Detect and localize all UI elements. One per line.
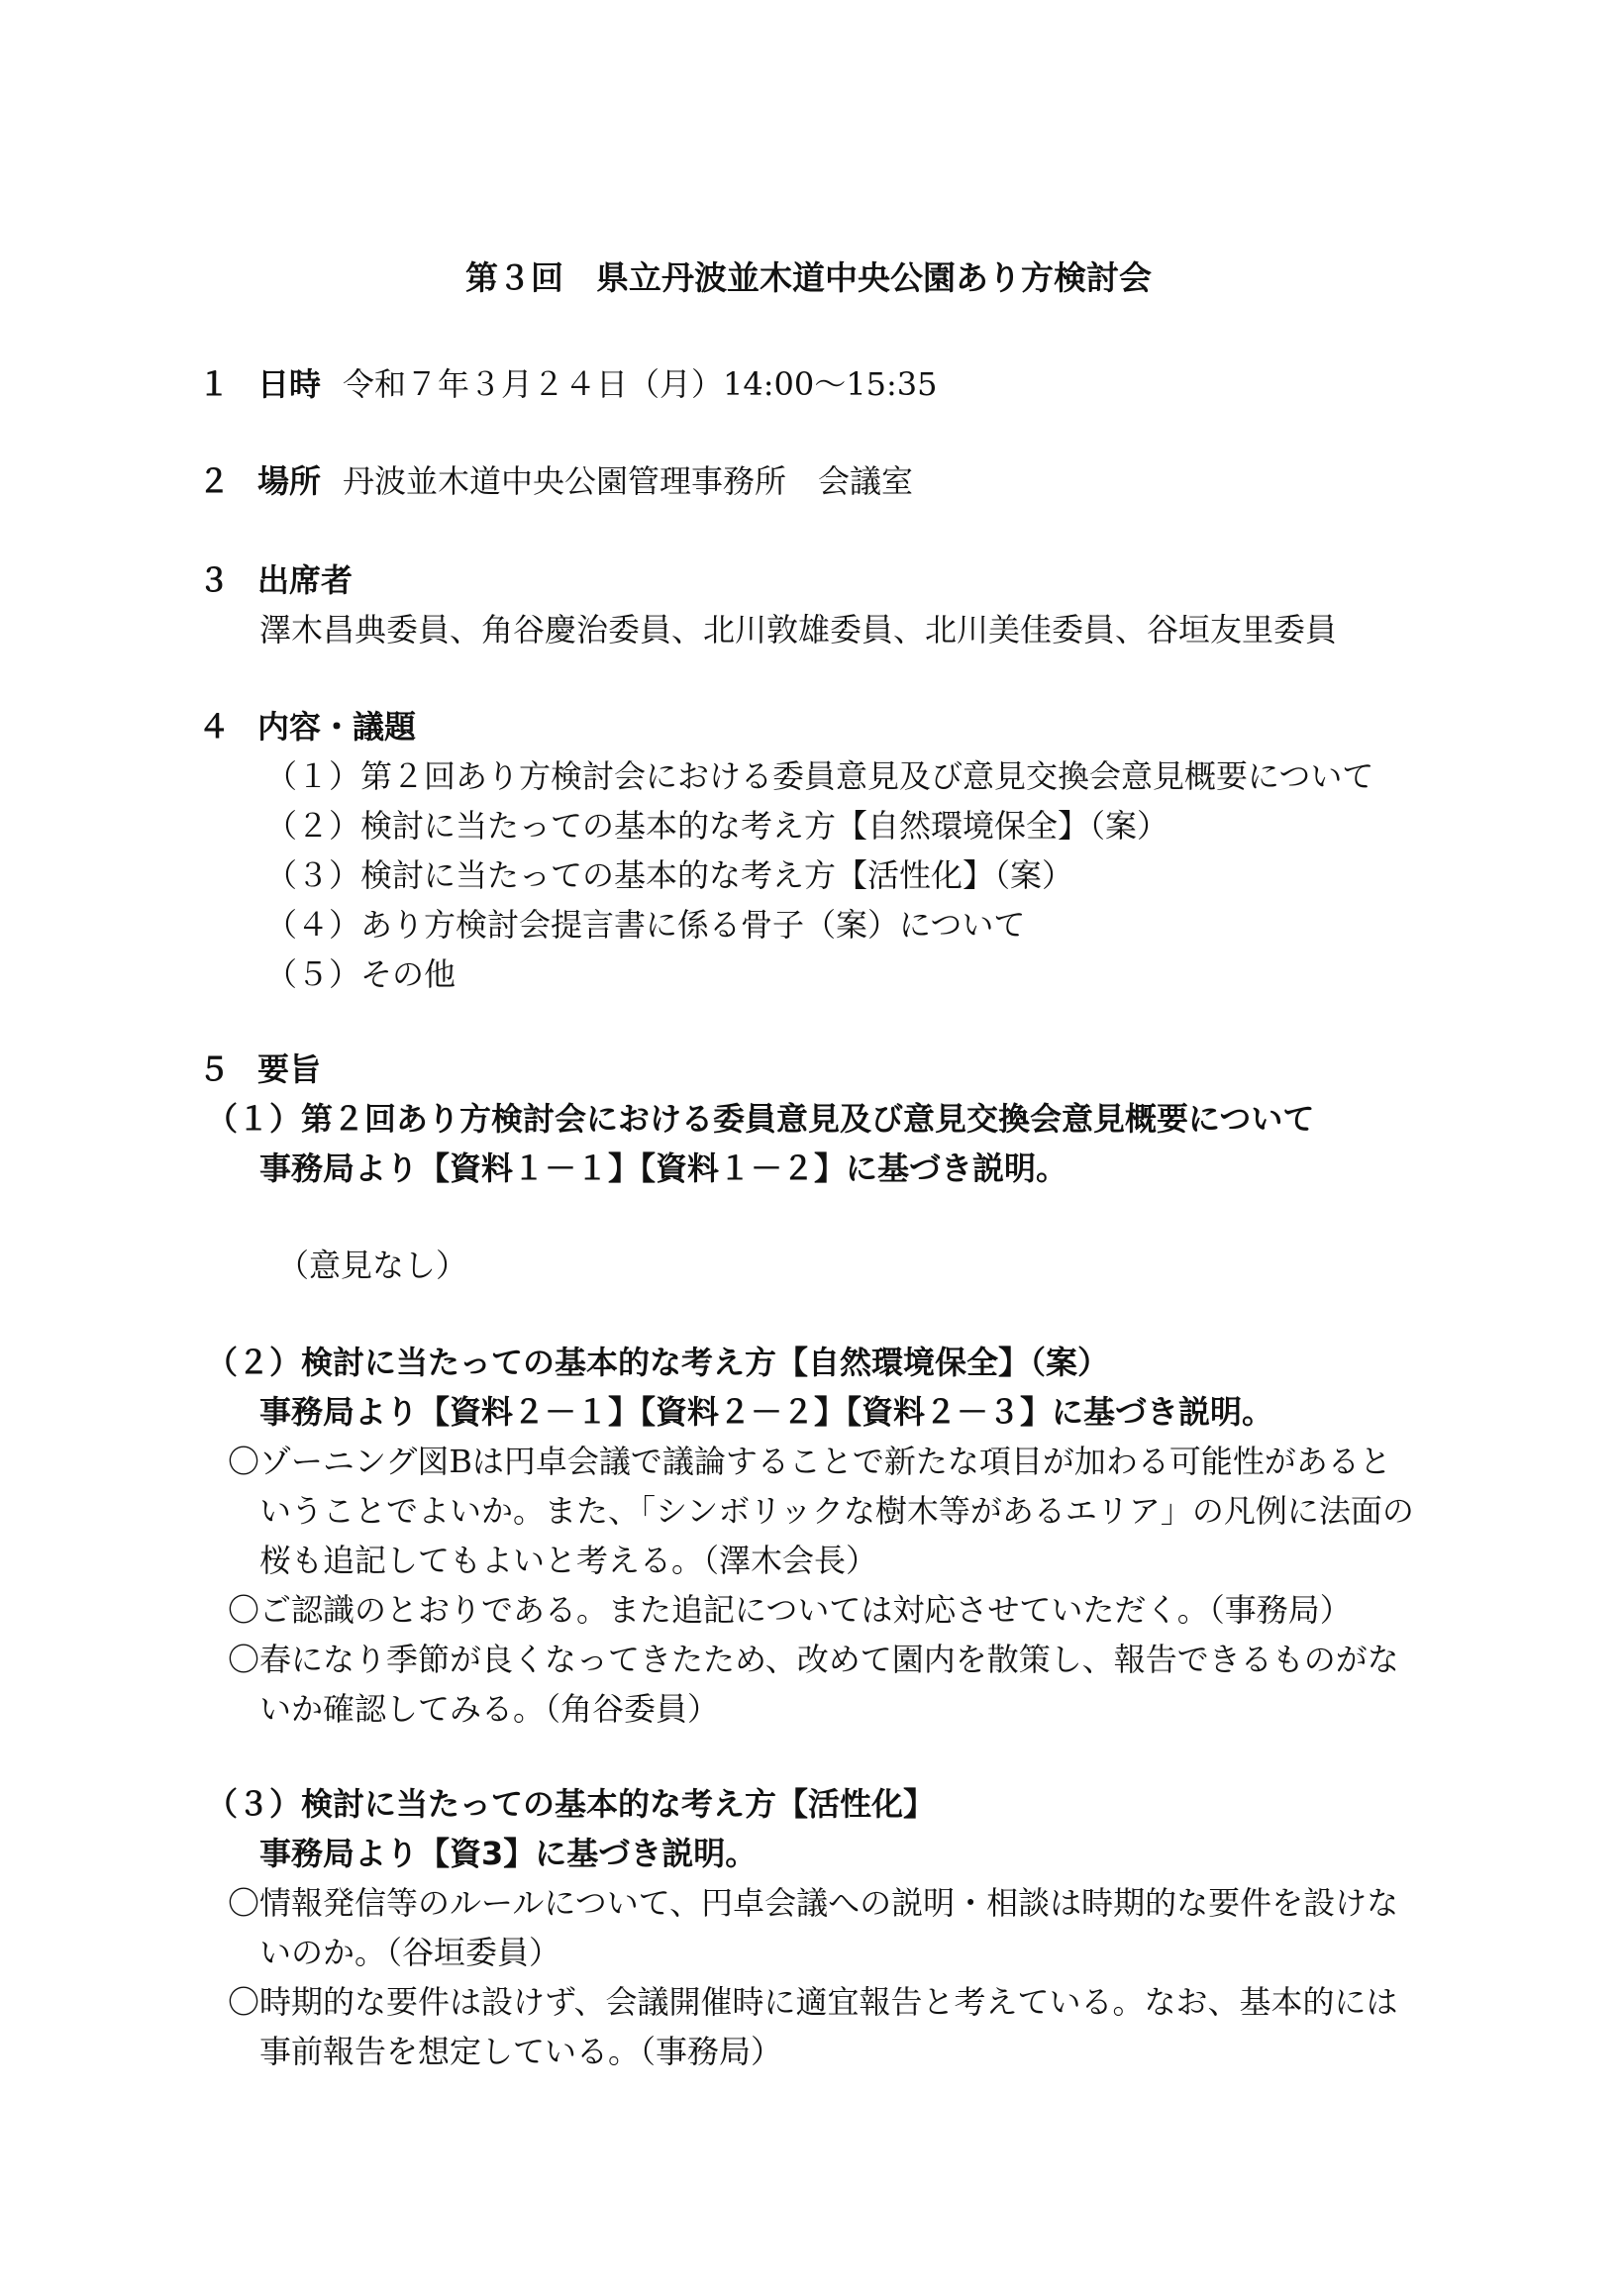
agenda-item: （５）その他 (265, 955, 457, 993)
summary-explanation: 事務局より【資3】に基づき説明。 (259, 1835, 758, 1872)
section-number: ２ (198, 462, 231, 500)
page-title: 第３回 県立丹波並木道中央公園あり方検討会 (465, 258, 1152, 297)
summary-explanation: 事務局より【資料２－１】【資料２－２】【資料２－３】に基づき説明。 (259, 1393, 1274, 1431)
section-place (198, 462, 914, 500)
summary-heading: （１）第２回あり方検討会における委員意見及び意見交換会意見概要について (206, 1100, 1315, 1138)
attendees-list: 澤木昌典委員、角谷慶治委員、北川敦雄委員、北川美佳委員、谷垣友里委員 (259, 611, 1338, 649)
summary-explanation: 事務局より【資料１－１】【資料１－２】に基づき説明。 (259, 1149, 1068, 1187)
section-number: ３ (198, 561, 231, 599)
section-label: 日時 (257, 365, 322, 403)
summary-heading: （２）検討に当たっての基本的な考え方【自然環境保全】（案） (206, 1344, 1110, 1381)
summary-heading: （３）検討に当たっての基本的な考え方【活性化】 (206, 1785, 936, 1823)
section-number: ４ (198, 708, 231, 746)
datetime-value: 令和７年３月２４日（月）14:00～15:35 (343, 365, 938, 403)
section-datetime (198, 365, 938, 403)
section-number: ５ (198, 1050, 231, 1088)
comment-line: いうことでよいか。また、「シンボリックな樹木等があるエリア」の凡例に法面の (259, 1492, 1414, 1530)
comment-line: 〇ゾーニング図Bは円卓会議で議論することで新たな項目が加わる可能性があると (228, 1443, 1391, 1480)
section-summary (198, 1050, 322, 1088)
section-number: １ (198, 365, 231, 403)
summary-note: （意見なし） (277, 1247, 468, 1284)
agenda-item: （３）検討に当たっての基本的な考え方【活性化】（案） (265, 856, 1074, 894)
section-label: 場所 (257, 462, 322, 500)
place-value: 丹波並木道中央公園管理事務所 会議室 (343, 462, 914, 500)
section-label: 出席者 (257, 561, 354, 599)
comment-line: いか確認してみる。（角谷委員） (259, 1690, 720, 1728)
section-attendees (198, 561, 354, 599)
comment-line: 桜も追記してもよいと考える。（澤木会長） (259, 1542, 878, 1579)
comment-line: 事前報告を想定している。（事務局） (259, 2033, 783, 2070)
agenda-item: （４）あり方検討会提言書に係る骨子（案）について (265, 906, 1026, 944)
section-label: 要旨 (257, 1050, 322, 1088)
comment-line: 〇時期的な要件は設けず、会議開催時に適宜報告と考えている。なお、基本的には (228, 1983, 1398, 2021)
comment-line: 〇春になり季節が良くなってきたため、改めて園内を散策し、報告できるものがな (228, 1641, 1399, 1678)
comment-line: 〇情報発信等のルールについて、円卓会議への説明・相談は時期的な要件を設けな (228, 1884, 1399, 1922)
agenda-item: （２）検討に当たっての基本的な考え方【自然環境保全】（案） (265, 807, 1169, 845)
section-label: 内容・議題 (257, 708, 417, 746)
agenda-item: （１）第２回あり方検討会における委員意見及び意見交換会意見概要について (265, 757, 1374, 795)
section-agenda (198, 708, 417, 746)
comment-line: いのか。（谷垣委員） (259, 1934, 561, 1971)
comment-line: 〇ご認識のとおりである。また追記については対応させていただく。（事務局） (228, 1591, 1352, 1629)
